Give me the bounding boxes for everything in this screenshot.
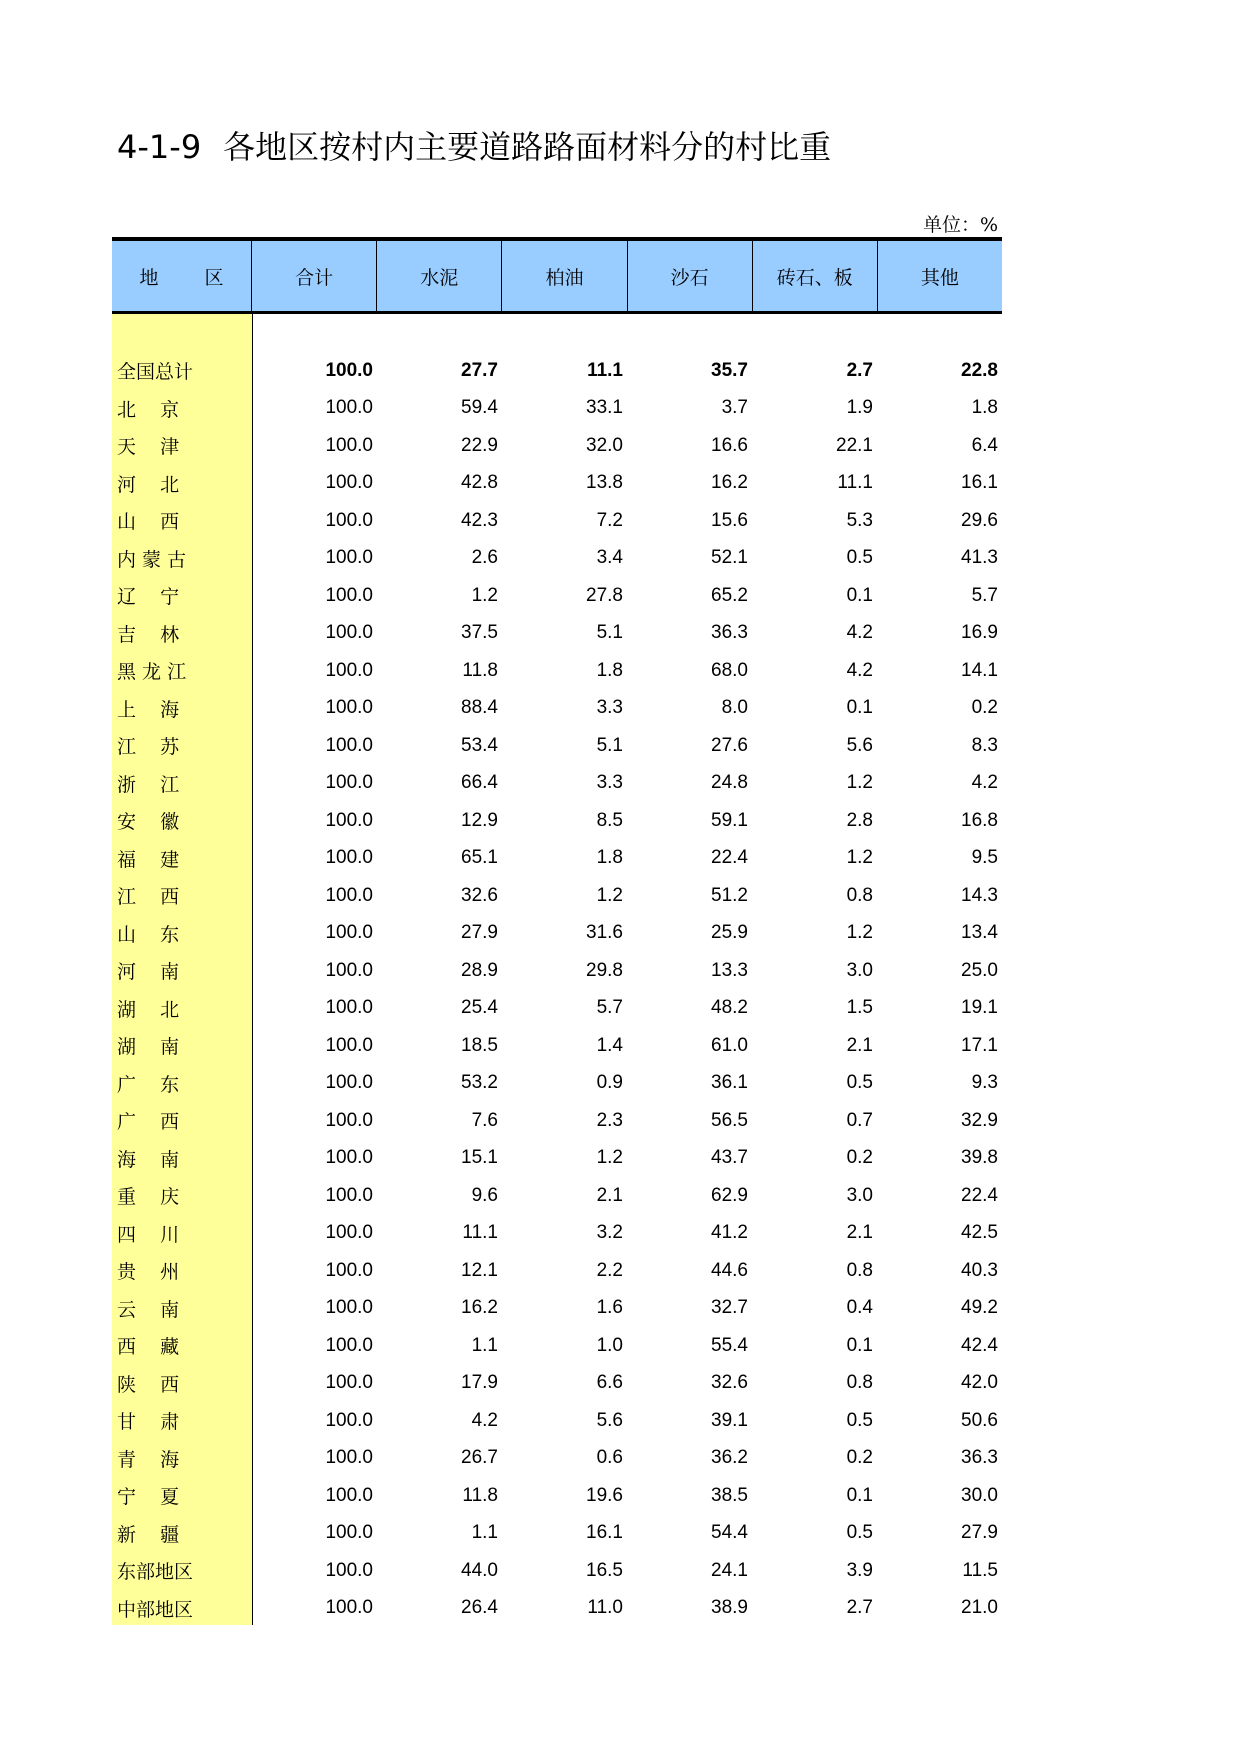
value-cell: 4.2 bbox=[471, 1409, 498, 1431]
region-cell: 西 藏 bbox=[117, 1336, 180, 1359]
header-cement: 水泥 bbox=[376, 241, 501, 311]
region-cell: 内 蒙 古 bbox=[117, 548, 187, 571]
header-region: 地 区 bbox=[139, 266, 224, 289]
table-row bbox=[112, 540, 1002, 578]
value-cell: 100.0 bbox=[325, 1334, 373, 1356]
value-cell: 0.7 bbox=[846, 1109, 873, 1131]
value-cell: 5.6 bbox=[596, 1409, 623, 1431]
region-cell: 江 苏 bbox=[117, 736, 180, 759]
value-cell: 9.5 bbox=[971, 847, 998, 869]
value-cell: 0.5 bbox=[846, 1409, 873, 1431]
value-cell: 38.9 bbox=[711, 1597, 748, 1619]
value-cell: 3.9 bbox=[846, 1559, 873, 1581]
value-cell: 3.7 bbox=[721, 397, 748, 419]
value-cell: 40.3 bbox=[961, 1259, 998, 1281]
value-cell: 0.5 bbox=[846, 1522, 873, 1544]
value-cell: 36.2 bbox=[711, 1447, 748, 1469]
value-cell: 32.7 bbox=[711, 1297, 748, 1319]
value-cell: 49.2 bbox=[961, 1297, 998, 1319]
value-cell: 12.1 bbox=[461, 1259, 498, 1281]
value-cell: 0.1 bbox=[846, 584, 873, 606]
region-cell: 上 海 bbox=[117, 698, 180, 721]
value-cell: 16.1 bbox=[586, 1522, 623, 1544]
value-cell: 0.6 bbox=[596, 1447, 623, 1469]
value-cell: 0.1 bbox=[846, 1484, 873, 1506]
value-cell: 1.1 bbox=[471, 1522, 498, 1544]
value-cell: 2.1 bbox=[846, 1034, 873, 1056]
region-cell: 青 海 bbox=[117, 1448, 180, 1471]
value-cell: 100.0 bbox=[325, 1184, 373, 1206]
value-cell: 19.6 bbox=[586, 1484, 623, 1506]
value-cell: 1.2 bbox=[846, 847, 873, 869]
value-cell: 0.5 bbox=[846, 547, 873, 569]
value-cell: 100.0 bbox=[325, 997, 373, 1019]
value-cell: 33.1 bbox=[586, 397, 623, 419]
table-row bbox=[112, 465, 1002, 503]
table-header bbox=[112, 237, 1002, 314]
region-cell: 辽 宁 bbox=[117, 586, 180, 609]
value-cell: 25.0 bbox=[961, 959, 998, 981]
value-cell: 2.7 bbox=[846, 359, 873, 381]
value-cell: 2.1 bbox=[846, 1222, 873, 1244]
table-row bbox=[112, 877, 1002, 915]
page-title: 4-1-9 各地区按村内主要道路路面材料分的村比重 bbox=[117, 128, 832, 166]
value-cell: 0.8 bbox=[846, 1372, 873, 1394]
value-cell: 22.4 bbox=[711, 847, 748, 869]
value-cell: 43.7 bbox=[711, 1147, 748, 1169]
value-cell: 21.0 bbox=[961, 1597, 998, 1619]
value-cell: 50.6 bbox=[961, 1409, 998, 1431]
region-cell: 河 南 bbox=[117, 961, 180, 984]
value-cell: 56.5 bbox=[711, 1109, 748, 1131]
value-cell: 1.6 bbox=[596, 1297, 623, 1319]
value-cell: 100.0 bbox=[325, 1259, 373, 1281]
value-cell: 100.0 bbox=[325, 1072, 373, 1094]
value-cell: 29.8 bbox=[586, 959, 623, 981]
header-asphalt: 柏油 bbox=[501, 241, 626, 311]
value-cell: 13.8 bbox=[586, 472, 623, 494]
value-cell: 0.2 bbox=[846, 1147, 873, 1169]
value-cell: 29.6 bbox=[961, 509, 998, 531]
value-cell: 100.0 bbox=[325, 359, 373, 381]
table-row bbox=[112, 1177, 1002, 1215]
table-row bbox=[112, 690, 1002, 728]
region-cell: 陕 西 bbox=[117, 1373, 180, 1396]
value-cell: 2.2 bbox=[596, 1259, 623, 1281]
value-cell: 44.0 bbox=[461, 1559, 498, 1581]
value-cell: 42.5 bbox=[961, 1222, 998, 1244]
region-cell: 福 建 bbox=[117, 848, 180, 871]
region-cell: 广 东 bbox=[117, 1073, 180, 1096]
region-cell: 湖 南 bbox=[117, 1036, 180, 1059]
value-cell: 5.6 bbox=[846, 734, 873, 756]
value-cell: 42.8 bbox=[461, 472, 498, 494]
value-cell: 13.4 bbox=[961, 922, 998, 944]
region-cell: 宁 夏 bbox=[117, 1486, 180, 1509]
region-cell: 重 庆 bbox=[117, 1186, 180, 1209]
value-cell: 19.1 bbox=[961, 997, 998, 1019]
value-cell: 0.1 bbox=[846, 1334, 873, 1356]
region-cell: 湖 北 bbox=[117, 998, 180, 1021]
value-cell: 2.7 bbox=[846, 1597, 873, 1619]
value-cell: 22.8 bbox=[961, 359, 998, 381]
value-cell: 100.0 bbox=[325, 509, 373, 531]
value-cell: 100.0 bbox=[325, 884, 373, 906]
value-cell: 5.7 bbox=[596, 997, 623, 1019]
table-row bbox=[112, 1590, 1002, 1628]
value-cell: 16.8 bbox=[961, 809, 998, 831]
value-cell: 4.2 bbox=[846, 622, 873, 644]
value-cell: 26.4 bbox=[461, 1597, 498, 1619]
value-cell: 9.3 bbox=[971, 1072, 998, 1094]
value-cell: 3.2 bbox=[596, 1222, 623, 1244]
value-cell: 1.9 bbox=[846, 397, 873, 419]
value-cell: 11.1 bbox=[837, 472, 873, 494]
value-cell: 1.2 bbox=[846, 922, 873, 944]
value-cell: 1.8 bbox=[971, 397, 998, 419]
value-cell: 0.8 bbox=[846, 884, 873, 906]
value-cell: 5.1 bbox=[596, 622, 623, 644]
value-cell: 100.0 bbox=[325, 1447, 373, 1469]
value-cell: 27.7 bbox=[461, 359, 498, 381]
table-row bbox=[112, 577, 1002, 615]
table-row bbox=[112, 1065, 1002, 1103]
table-row bbox=[112, 1102, 1002, 1140]
value-cell: 100.0 bbox=[325, 1409, 373, 1431]
value-cell: 48.2 bbox=[711, 997, 748, 1019]
value-cell: 100.0 bbox=[325, 472, 373, 494]
value-cell: 1.8 bbox=[596, 847, 623, 869]
value-cell: 15.1 bbox=[461, 1147, 498, 1169]
value-cell: 36.3 bbox=[961, 1447, 998, 1469]
value-cell: 42.0 bbox=[961, 1372, 998, 1394]
value-cell: 15.6 bbox=[711, 509, 748, 531]
table-row bbox=[112, 502, 1002, 540]
value-cell: 32.6 bbox=[711, 1372, 748, 1394]
region-cell: 吉 林 bbox=[117, 623, 180, 646]
table-row bbox=[112, 727, 1002, 765]
header-total: 合计 bbox=[251, 241, 376, 311]
value-cell: 39.8 bbox=[961, 1147, 998, 1169]
table-body bbox=[112, 314, 1002, 1627]
region-cell: 黑 龙 江 bbox=[117, 661, 187, 684]
region-cell: 新 疆 bbox=[117, 1523, 180, 1546]
value-cell: 3.3 bbox=[596, 697, 623, 719]
table-row bbox=[112, 952, 1002, 990]
region-cell: 河 北 bbox=[117, 473, 180, 496]
value-cell: 100.0 bbox=[325, 1522, 373, 1544]
value-cell: 0.4 bbox=[846, 1297, 873, 1319]
value-cell: 100.0 bbox=[325, 622, 373, 644]
value-cell: 18.5 bbox=[461, 1034, 498, 1056]
value-cell: 14.1 bbox=[961, 659, 998, 681]
value-cell: 88.4 bbox=[461, 697, 498, 719]
value-cell: 3.0 bbox=[846, 959, 873, 981]
region-cell: 江 西 bbox=[117, 886, 180, 909]
value-cell: 2.6 bbox=[471, 547, 498, 569]
table-row bbox=[112, 427, 1002, 465]
value-cell: 0.2 bbox=[971, 697, 998, 719]
value-cell: 28.9 bbox=[461, 959, 498, 981]
value-cell: 36.1 bbox=[711, 1072, 748, 1094]
table-row bbox=[112, 1402, 1002, 1440]
value-cell: 1.1 bbox=[471, 1334, 498, 1356]
value-cell: 5.3 bbox=[846, 509, 873, 531]
table-row bbox=[112, 915, 1002, 953]
value-cell: 1.2 bbox=[471, 584, 498, 606]
value-cell: 30.0 bbox=[961, 1484, 998, 1506]
value-cell: 17.9 bbox=[461, 1372, 498, 1394]
value-cell: 59.1 bbox=[711, 809, 748, 831]
value-cell: 1.2 bbox=[846, 772, 873, 794]
region-cell: 天 津 bbox=[117, 436, 180, 459]
value-cell: 53.2 bbox=[461, 1072, 498, 1094]
value-cell: 8.5 bbox=[596, 809, 623, 831]
value-cell: 25.4 bbox=[461, 997, 498, 1019]
value-cell: 22.9 bbox=[461, 434, 498, 456]
region-cell: 全国总计 bbox=[117, 361, 194, 384]
table-row bbox=[112, 352, 1002, 390]
value-cell: 16.6 bbox=[711, 434, 748, 456]
value-cell: 4.2 bbox=[846, 659, 873, 681]
value-cell: 32.0 bbox=[586, 434, 623, 456]
value-cell: 16.5 bbox=[586, 1559, 623, 1581]
value-cell: 32.6 bbox=[461, 884, 498, 906]
region-cell: 北 京 bbox=[117, 398, 180, 421]
table-row bbox=[112, 1140, 1002, 1178]
value-cell: 26.7 bbox=[461, 1447, 498, 1469]
region-cell: 浙 江 bbox=[117, 773, 180, 796]
value-cell: 11.0 bbox=[587, 1597, 623, 1619]
value-cell: 7.2 bbox=[596, 509, 623, 531]
region-cell: 山 西 bbox=[117, 511, 180, 534]
value-cell: 35.7 bbox=[711, 359, 748, 381]
header-brick: 砖石、板 bbox=[752, 241, 877, 311]
value-cell: 6.4 bbox=[971, 434, 998, 456]
value-cell: 7.6 bbox=[471, 1109, 498, 1131]
value-cell: 1.2 bbox=[596, 884, 623, 906]
value-cell: 100.0 bbox=[325, 734, 373, 756]
table-row bbox=[112, 765, 1002, 803]
value-cell: 2.1 bbox=[596, 1184, 623, 1206]
value-cell: 0.5 bbox=[846, 1072, 873, 1094]
value-cell: 61.0 bbox=[711, 1034, 748, 1056]
value-cell: 100.0 bbox=[325, 922, 373, 944]
value-cell: 8.0 bbox=[721, 697, 748, 719]
value-cell: 14.3 bbox=[961, 884, 998, 906]
value-cell: 25.9 bbox=[711, 922, 748, 944]
value-cell: 100.0 bbox=[325, 1222, 373, 1244]
value-cell: 3.3 bbox=[596, 772, 623, 794]
value-cell: 3.0 bbox=[846, 1184, 873, 1206]
region-cell: 安 徽 bbox=[117, 811, 180, 834]
value-cell: 100.0 bbox=[325, 772, 373, 794]
value-cell: 8.3 bbox=[971, 734, 998, 756]
value-cell: 17.1 bbox=[961, 1034, 998, 1056]
value-cell: 100.0 bbox=[325, 1372, 373, 1394]
value-cell: 0.9 bbox=[596, 1072, 623, 1094]
value-cell: 5.1 bbox=[596, 734, 623, 756]
header-gravel: 沙石 bbox=[627, 241, 752, 311]
value-cell: 62.9 bbox=[711, 1184, 748, 1206]
value-cell: 100.0 bbox=[325, 659, 373, 681]
table-row bbox=[112, 1440, 1002, 1478]
value-cell: 100.0 bbox=[325, 547, 373, 569]
value-cell: 66.4 bbox=[461, 772, 498, 794]
value-cell: 27.6 bbox=[711, 734, 748, 756]
table-row bbox=[112, 1327, 1002, 1365]
value-cell: 38.5 bbox=[711, 1484, 748, 1506]
value-cell: 27.9 bbox=[961, 1522, 998, 1544]
value-cell: 11.1 bbox=[587, 359, 623, 381]
table-row bbox=[112, 390, 1002, 428]
value-cell: 4.2 bbox=[971, 772, 998, 794]
value-cell: 2.3 bbox=[596, 1109, 623, 1131]
value-cell: 12.9 bbox=[461, 809, 498, 831]
value-cell: 22.4 bbox=[961, 1184, 998, 1206]
value-cell: 41.3 bbox=[961, 547, 998, 569]
value-cell: 100.0 bbox=[325, 1597, 373, 1619]
value-cell: 59.4 bbox=[461, 397, 498, 419]
value-cell: 1.2 bbox=[596, 1147, 623, 1169]
table-row bbox=[112, 1477, 1002, 1515]
value-cell: 65.2 bbox=[711, 584, 748, 606]
region-cell: 四 川 bbox=[117, 1223, 180, 1246]
value-cell: 0.2 bbox=[846, 1447, 873, 1469]
value-cell: 65.1 bbox=[461, 847, 498, 869]
value-cell: 16.1 bbox=[961, 472, 998, 494]
value-cell: 36.3 bbox=[711, 622, 748, 644]
value-cell: 100.0 bbox=[325, 1034, 373, 1056]
region-cell: 中部地区 bbox=[117, 1598, 194, 1621]
value-cell: 100.0 bbox=[325, 1484, 373, 1506]
value-cell: 42.4 bbox=[961, 1334, 998, 1356]
header-other: 其他 bbox=[877, 241, 1002, 311]
value-cell: 100.0 bbox=[325, 584, 373, 606]
value-cell: 68.0 bbox=[711, 659, 748, 681]
value-cell: 0.1 bbox=[846, 697, 873, 719]
value-cell: 27.9 bbox=[461, 922, 498, 944]
table-row bbox=[112, 1252, 1002, 1290]
region-cell: 云 南 bbox=[117, 1298, 180, 1321]
value-cell: 2.8 bbox=[846, 809, 873, 831]
value-cell: 0.8 bbox=[846, 1259, 873, 1281]
value-cell: 100.0 bbox=[325, 397, 373, 419]
value-cell: 13.3 bbox=[711, 959, 748, 981]
value-cell: 11.8 bbox=[462, 1484, 498, 1506]
value-cell: 9.6 bbox=[471, 1184, 498, 1206]
value-cell: 53.4 bbox=[461, 734, 498, 756]
table-row bbox=[112, 1215, 1002, 1253]
value-cell: 54.4 bbox=[711, 1522, 748, 1544]
region-cell: 广 西 bbox=[117, 1111, 180, 1134]
value-cell: 100.0 bbox=[325, 1297, 373, 1319]
value-cell: 100.0 bbox=[325, 847, 373, 869]
value-cell: 52.1 bbox=[711, 547, 748, 569]
table-row bbox=[112, 802, 1002, 840]
value-cell: 5.7 bbox=[971, 584, 998, 606]
table-row bbox=[112, 1515, 1002, 1553]
table-row bbox=[112, 990, 1002, 1028]
value-cell: 27.8 bbox=[586, 584, 623, 606]
data-table bbox=[112, 237, 1002, 1627]
table-row bbox=[112, 652, 1002, 690]
value-cell: 51.2 bbox=[711, 884, 748, 906]
value-cell: 11.5 bbox=[962, 1559, 998, 1581]
value-cell: 22.1 bbox=[836, 434, 873, 456]
value-cell: 100.0 bbox=[325, 809, 373, 831]
value-cell: 1.0 bbox=[596, 1334, 623, 1356]
value-cell: 24.1 bbox=[711, 1559, 748, 1581]
table-row bbox=[112, 1027, 1002, 1065]
value-cell: 41.2 bbox=[711, 1222, 748, 1244]
value-cell: 1.5 bbox=[846, 997, 873, 1019]
region-cell: 贵 州 bbox=[117, 1261, 180, 1284]
value-cell: 100.0 bbox=[325, 434, 373, 456]
value-cell: 16.9 bbox=[961, 622, 998, 644]
value-cell: 11.8 bbox=[462, 659, 498, 681]
table-row bbox=[112, 615, 1002, 653]
value-cell: 100.0 bbox=[325, 1559, 373, 1581]
table-row bbox=[112, 1552, 1002, 1590]
value-cell: 1.4 bbox=[596, 1034, 623, 1056]
value-cell: 16.2 bbox=[711, 472, 748, 494]
value-cell: 11.1 bbox=[462, 1222, 498, 1244]
value-cell: 39.1 bbox=[711, 1409, 748, 1431]
value-cell: 55.4 bbox=[711, 1334, 748, 1356]
unit-label: 单位：% bbox=[922, 214, 998, 236]
table-row bbox=[112, 1290, 1002, 1328]
value-cell: 24.8 bbox=[711, 772, 748, 794]
value-cell: 100.0 bbox=[325, 959, 373, 981]
value-cell: 44.6 bbox=[711, 1259, 748, 1281]
region-cell: 东部地区 bbox=[117, 1561, 194, 1584]
value-cell: 100.0 bbox=[325, 1109, 373, 1131]
value-cell: 37.5 bbox=[461, 622, 498, 644]
value-cell: 31.6 bbox=[586, 922, 623, 944]
region-cell: 甘 肃 bbox=[117, 1411, 180, 1434]
value-cell: 3.4 bbox=[596, 547, 623, 569]
value-cell: 16.2 bbox=[461, 1297, 498, 1319]
table-row bbox=[112, 840, 1002, 878]
value-cell: 100.0 bbox=[325, 697, 373, 719]
value-cell: 6.6 bbox=[596, 1372, 623, 1394]
table-row bbox=[112, 1365, 1002, 1403]
value-cell: 1.8 bbox=[596, 659, 623, 681]
region-cell: 山 东 bbox=[117, 923, 180, 946]
value-cell: 32.9 bbox=[961, 1109, 998, 1131]
value-cell: 42.3 bbox=[461, 509, 498, 531]
value-cell: 100.0 bbox=[325, 1147, 373, 1169]
region-cell: 海 南 bbox=[117, 1148, 180, 1171]
